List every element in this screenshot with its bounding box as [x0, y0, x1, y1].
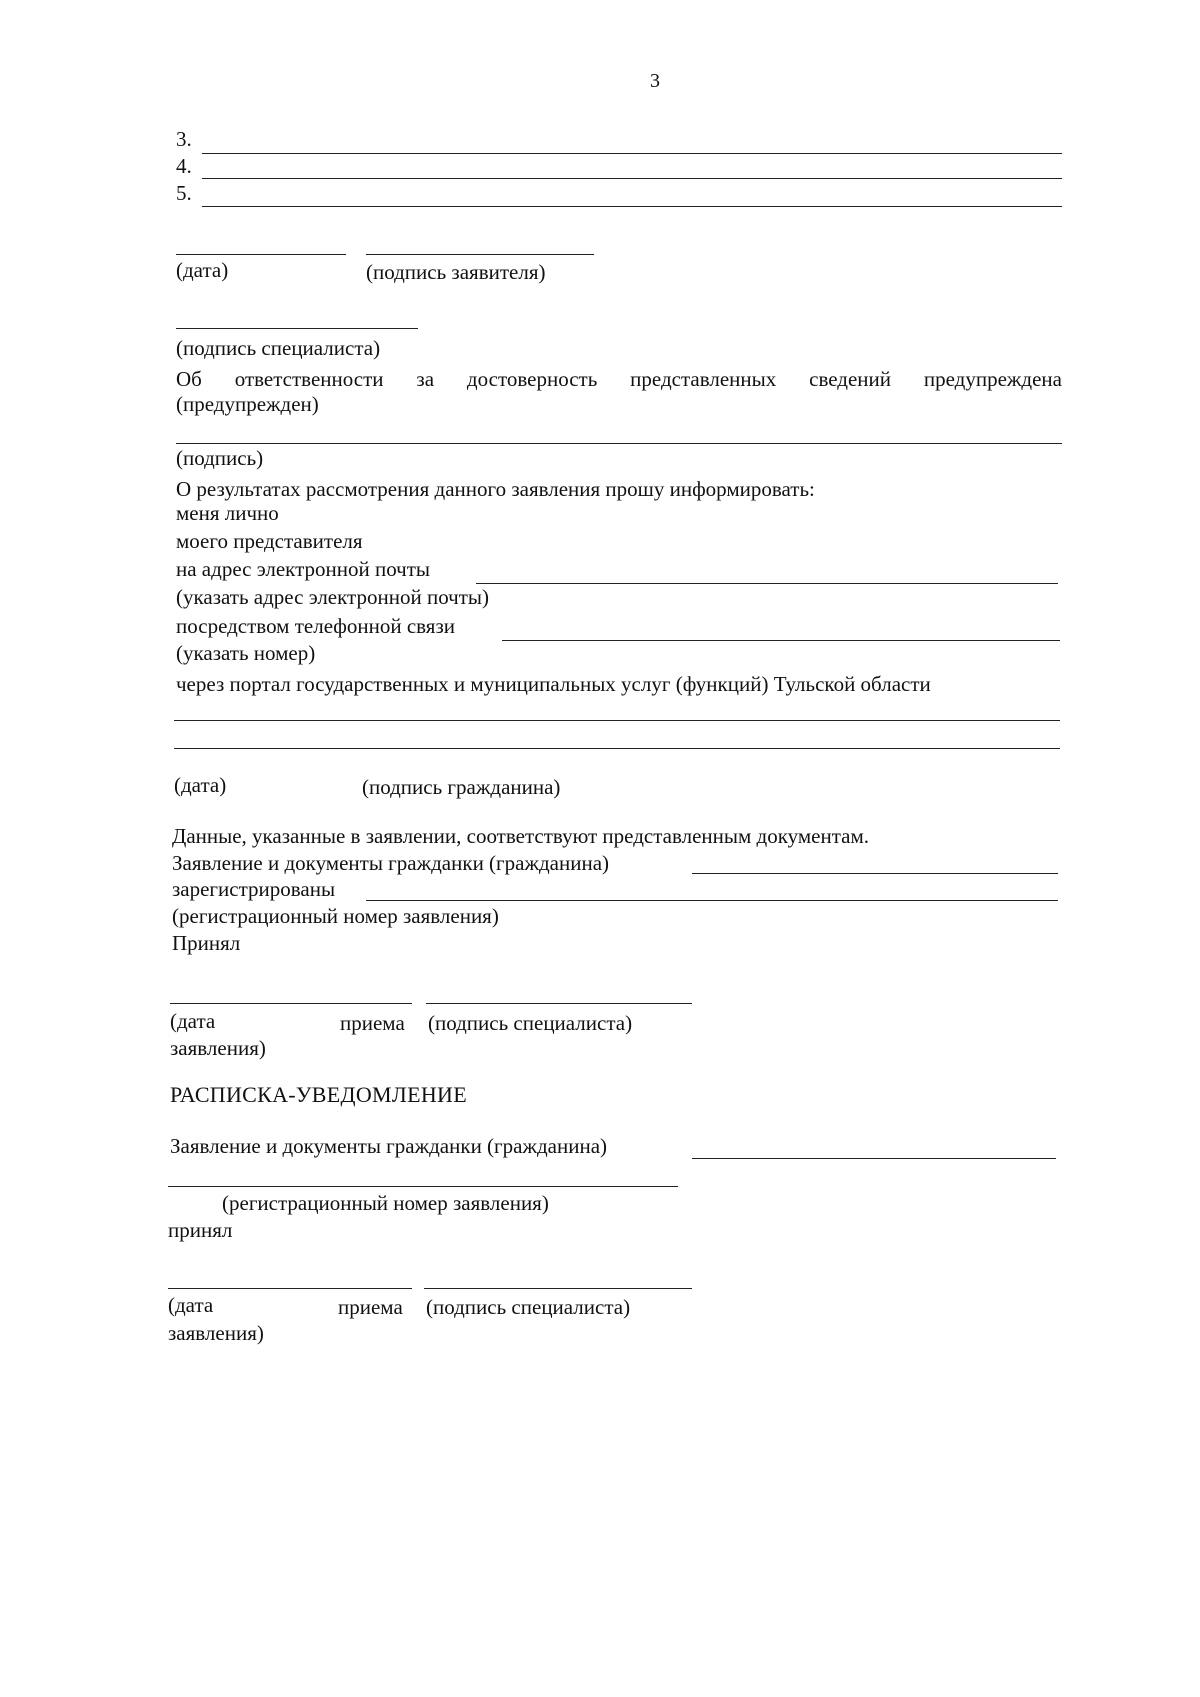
receipt-specialist-line[interactable] [424, 1288, 692, 1289]
email-input-line[interactable] [476, 583, 1058, 584]
applicant-signature-line[interactable] [366, 254, 594, 255]
registration-registered-line[interactable] [366, 900, 1058, 901]
inform-option-phone[interactable]: посредством телефонной связи [176, 614, 455, 638]
list-number-4: 4. [176, 154, 192, 178]
registration-specialist-label: (подпись специалиста) [428, 1011, 633, 1035]
registration-statement: Данные, указанные в заявлении, соответствуют представленным документам. [172, 824, 869, 848]
registration-registered-label: зарегистрированы [172, 877, 336, 901]
phone-hint: (указать номер) [176, 641, 316, 665]
responsibility-signature-label: (подпись) [176, 446, 264, 470]
receipt-number-label: (регистрационный номер заявления) [222, 1191, 549, 1215]
receipt-docs-label: Заявление и документы гражданки (гражданина) [170, 1134, 608, 1158]
receipt-accepted-label: принял [168, 1218, 233, 1242]
blank-line-3[interactable] [202, 153, 1062, 154]
inform-option-personally[interactable]: меня лично [176, 501, 279, 525]
receipt-title: РАСПИСКА-УВЕДОМЛЕНИЕ [170, 1082, 467, 1107]
registration-docs-label: Заявление и документы гражданки (гражданина) [172, 851, 610, 875]
inform-option-email[interactable]: на адрес электронной почты [176, 557, 431, 581]
receipt-date-line[interactable] [168, 1288, 412, 1289]
receipt-date-label: (дата [168, 1293, 214, 1317]
page-number: 3 [650, 70, 660, 92]
registration-accepted-label: Принял [172, 931, 241, 955]
responsibility-text: Об ответственности за достоверность представленных сведений предупреждена [176, 367, 1062, 391]
blank-line-5[interactable] [202, 206, 1062, 207]
phone-input-line[interactable] [502, 640, 1060, 641]
citizen-signature-label: (подпись гражданина) [362, 775, 561, 799]
list-number-3: 3. [176, 127, 192, 151]
receipt-date-label-2: приема [338, 1295, 403, 1319]
registration-date-line[interactable] [170, 1003, 412, 1004]
citizen-line-2[interactable] [174, 748, 1060, 749]
registration-specialist-line[interactable] [426, 1003, 692, 1004]
receipt-number-line[interactable] [168, 1186, 678, 1187]
specialist-signature-label: (подпись специалиста) [176, 336, 381, 360]
registration-docs-line[interactable] [692, 873, 1058, 874]
inform-option-portal[interactable]: через портал государственных и муниципальных услуг (функций) Тульской области [176, 672, 931, 696]
blank-line-4[interactable] [202, 178, 1062, 179]
receipt-docs-line[interactable] [692, 1158, 1056, 1159]
registration-number-label: (регистрационный номер заявления) [172, 904, 499, 928]
responsibility-text-2: (предупрежден) [176, 392, 319, 416]
applicant-date-line[interactable] [176, 254, 346, 255]
citizen-date-label: (дата) [174, 773, 227, 797]
email-hint: (указать адрес электронной почты) [176, 585, 489, 609]
inform-option-representative[interactable]: моего представителя [176, 529, 363, 553]
registration-date-label: (дата [170, 1009, 216, 1033]
inform-intro: О результатах рассмотрения данного заявления прошу информировать: [176, 477, 815, 501]
specialist-signature-line[interactable] [176, 328, 418, 329]
applicant-date-label: (дата) [176, 258, 229, 282]
responsibility-signature-line[interactable] [176, 443, 1062, 444]
registration-date-label-2: приема [340, 1011, 405, 1035]
applicant-signature-label: (подпись заявителя) [366, 260, 546, 284]
citizen-line-1[interactable] [174, 720, 1060, 721]
registration-date-label-3: заявления) [170, 1036, 266, 1060]
receipt-date-label-3: заявления) [168, 1321, 264, 1345]
receipt-specialist-label: (подпись специалиста) [426, 1295, 631, 1319]
list-number-5: 5. [176, 181, 192, 205]
